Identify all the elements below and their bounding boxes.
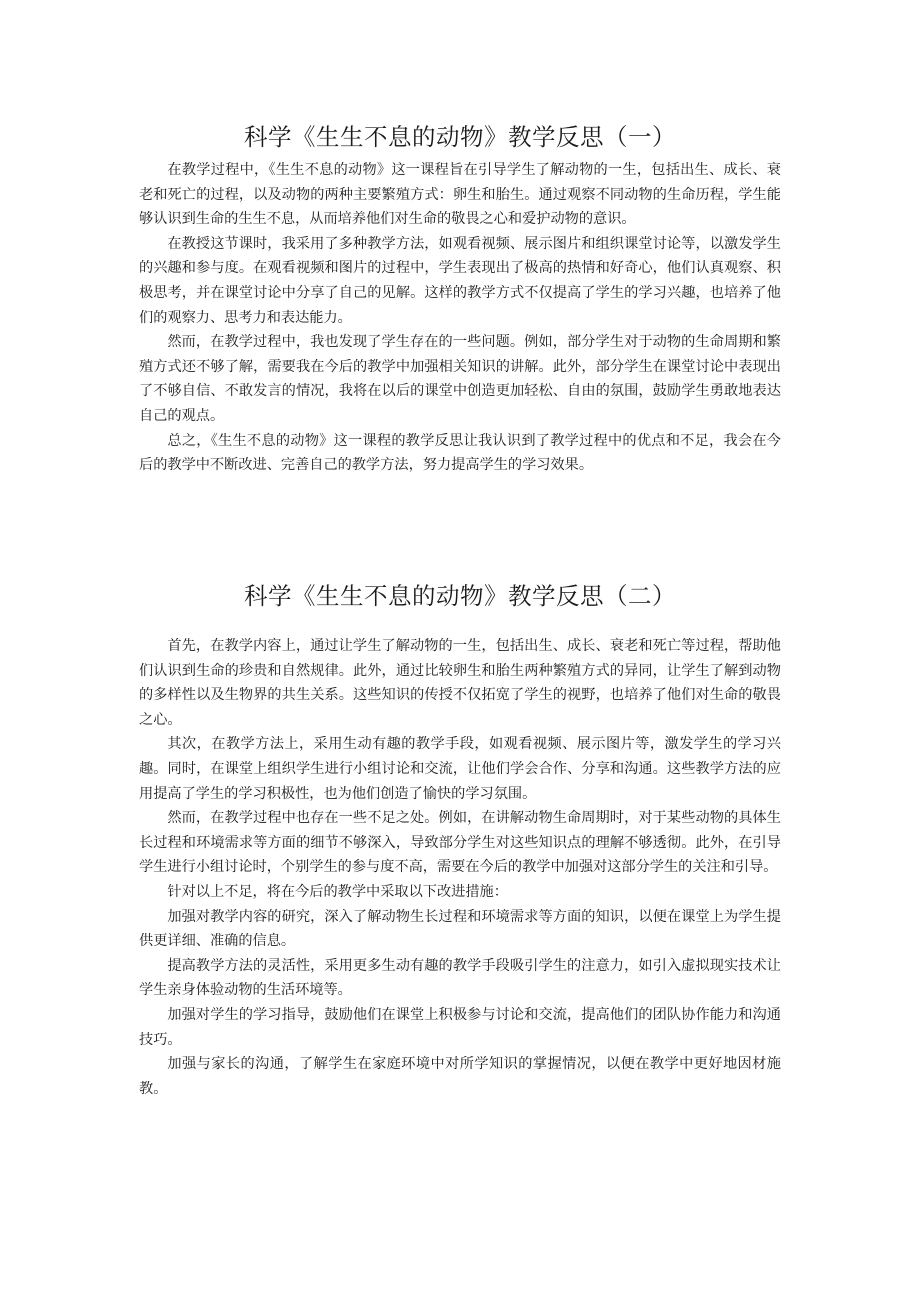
body-paragraph: 其次，在教学方法上，采用生动有趣的教学手段，如观看视频、展示图片等，激发学生的学习兴趣。同时，在课堂上组织学生进行小组讨论和交流，让他们学会合作、分享和沟通。这些教学方法的应用提高了学生的学习积极性，也为他们创造了愉快的学习氛围。 bbox=[139, 736, 781, 802]
body-paragraph: 总之，《生生不息的动物》这一课程的教学反思让我认识到了教学过程中的优点和不足，我会在今后的教学中不断改进、完善自己的教学方法，努力提高学生的学习效果。 bbox=[139, 432, 781, 474]
body-paragraph: 然而，在教学过程中也存在一些不足之处。例如，在讲解动物生命周期时，对于某些动物的具体生长过程和环境需求等方面的细节不够深入，导致部分学生对这些知识点的理解不够透彻。此外，在引导学生进行小组讨论时，个别学生的参与度不高，需要在今后的教学中加强对这部分学生的关注和引导。 bbox=[139, 810, 781, 876]
body-paragraph: 加强对学生的学习指导，鼓励他们在课堂上积极参与讨论和交流，提高他们的团队协作能力和沟通技巧。 bbox=[139, 1006, 781, 1048]
section-title: 科学《生生不息的动物》教学反思（二） bbox=[244, 582, 676, 610]
body-paragraph: 针对以上不足，将在今后的教学中采取以下改进措施： bbox=[167, 883, 508, 900]
body-paragraph: 加强与家长的沟通，了解学生在家庭环境中对所学知识的掌握情况，以便在教学中更好地因材施教。 bbox=[139, 1056, 781, 1097]
body-paragraph: 然而，在教学过程中，我也发现了学生存在的一些问题。例如，部分学生对于动物的生命周期和繁殖方式还不够了解，需要我在今后的教学中加强相关知识的讲解。此外，部分学生在课堂讨论中表现出了不够自信、不敢发言的情况，我将在以后的课堂中创造更加轻松、自由的氛围，鼓励学生勇敢地表达自己的观点。 bbox=[139, 334, 781, 424]
reflection-section-2 bbox=[139, 581, 781, 1101]
reflection-section-1 bbox=[139, 122, 781, 478]
body-paragraph: 提高教学方法的灵活性，采用更多生动有趣的教学手段吸引学生的注意力，如引入虚拟现实技术让学生亲身体验动物的生活环境等。 bbox=[139, 957, 781, 999]
section-title: 科学《生生不息的动物》教学反思（一） bbox=[244, 123, 676, 151]
body-paragraph: 首先，在教学内容上，通过让学生了解动物的一生，包括出生、成长、衰老和死亡等过程，帮助他们认识到生命的珍贵和自然规律。此外，通过比较卵生和胎生两种繁殖方式的异同，让学生了解到动物的多样性以及生物界的共生关系。这些知识的传授不仅拓宽了学生的视野，也培养了他们对生命的敬畏之心。 bbox=[139, 638, 781, 728]
body-paragraph: 在教授这节课时，我采用了多种教学方法，如观看视频、展示图片和组织课堂讨论等，以激发学生的兴趣和参与度。在观看视频和图片的过程中，学生表现出了极高的热情和好奇心，他们认真观察、积极思考，并在课堂讨论中分享了自己的见解。这样的教学方式不仅提高了学生的学习兴趣，也培养了他们的观察力、思考力和表达能力。 bbox=[139, 235, 781, 326]
body-paragraph: 在教学过程中，《生生不息的动物》这一课程旨在引导学生了解动物的一生，包括出生、成长、衰老和死亡的过程，以及动物的两种主要繁殖方式：卵生和胎生。通过观察不同动物的生命历程，学生能够认识到生命的生生不息，从而培养他们对生命的敬畏之心和爱护动物的意识。 bbox=[139, 162, 781, 228]
body-paragraph: 加强对教学内容的研究，深入了解动物生长过程和环境需求等方面的知识，以便在课堂上为学生提供更详细、准确的信息。 bbox=[139, 908, 781, 950]
